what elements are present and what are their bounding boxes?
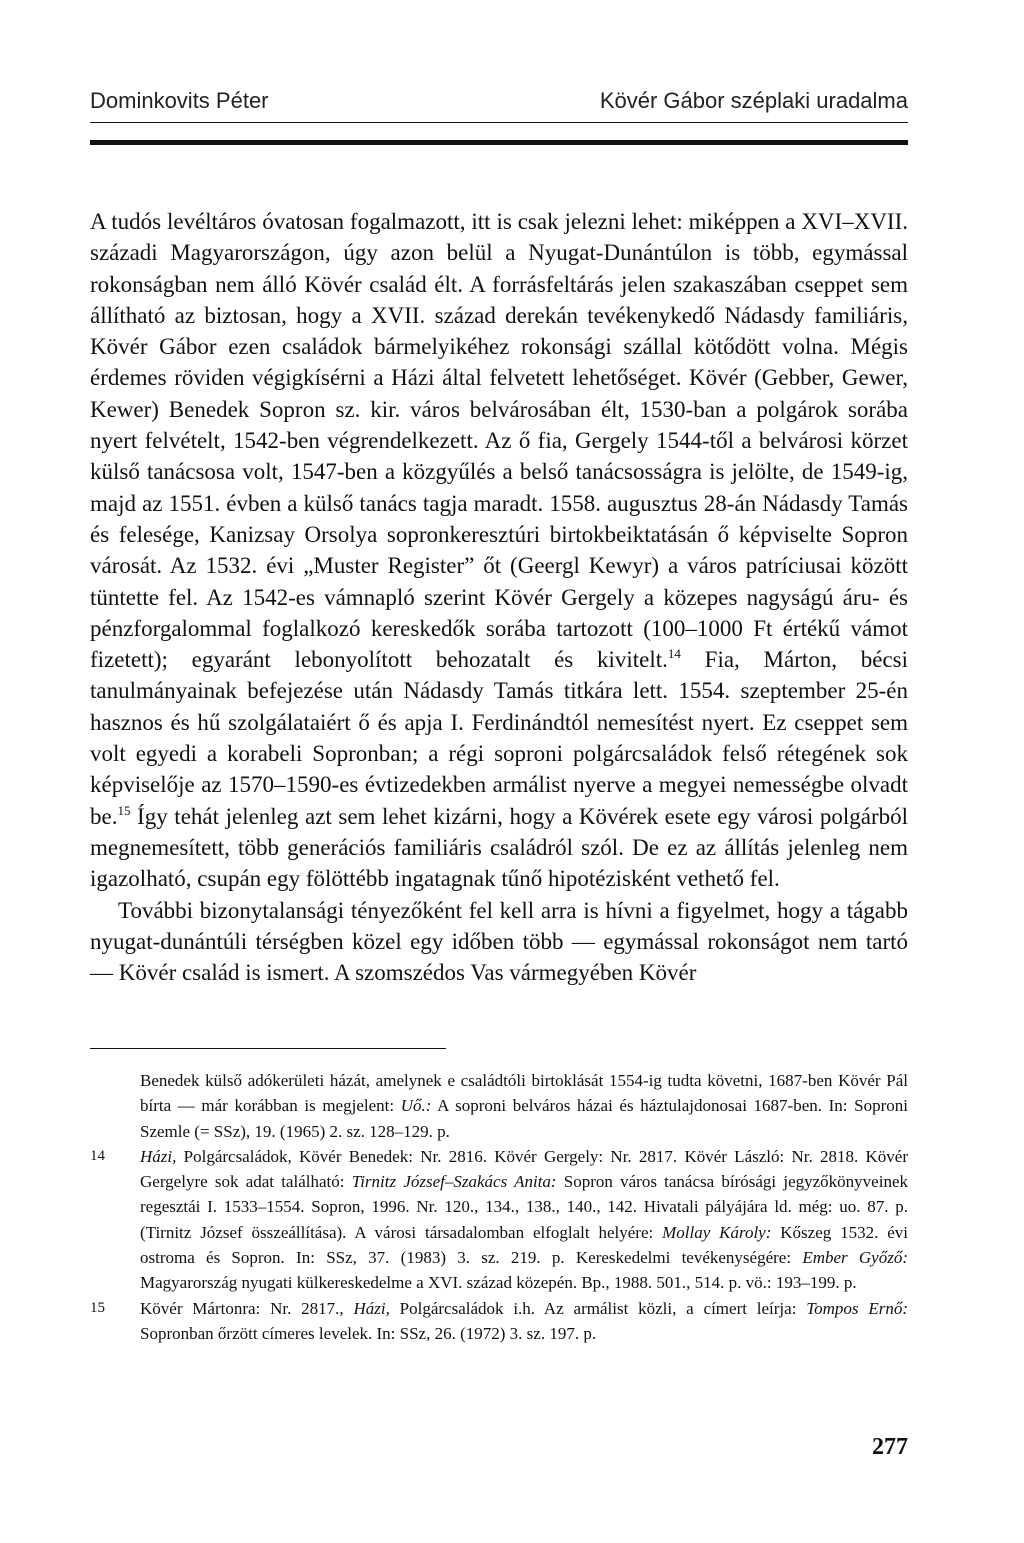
footnotes [90,1068,908,1346]
footnote-author: Ember Győző: [802,1248,908,1268]
footnote-ref-14: 14 [667,646,681,662]
header-title: Kövér Gábor széplaki uradalma [599,88,908,113]
footnote-separator [90,1048,446,1049]
footnote-text: Kőszeg 1532. évi ostroma és Sopron. In: SSz, 37. (1983) 3. sz. 219. p. Kereskedelmi tevékenységére: [140,1222,908,1268]
paragraph-1 [90,206,908,895]
footnote-author: Tirnitz József–Szakács Anita: [351,1172,557,1192]
footnote-text: Sopron város tanácsa bírósági jegyzőkönyveinek regesztái I. 1533–1554. Sopron, 1996. Nr. 120., 134., 138., 140., 142. Hivatali pályájára ld. még: uo. 87. p. (Tirnitz József összeállítása). A városi társadalomban elfoglalt helyére: [140,1172,908,1242]
footnote-text: Magyarország nyugati külkereskedelme a XVI. század közepén. Bp., 1988. 501., 514. p. vö.: 193–199. p. [140,1273,857,1293]
footnote-text: Kövér Mártonra: Nr. 2817., [140,1298,354,1318]
running-header [90,88,908,120]
footnote-text: Polgárcsaládok, Kövér Benedek: Nr. 2816. Kövér Gergely: Nr. 2817. Kövér László: Nr. 2818. Kövér Gergelyre sok adat található: [140,1146,908,1192]
footnote-15 [90,1296,908,1347]
footnote-author: Uő.: [400,1096,432,1116]
footnote-author: Tompos Ernő: [806,1298,908,1318]
footnote-number: 15 [90,1299,105,1316]
header-rule-thick [90,140,908,145]
paragraph-1-text-b: Fia, Márton, bécsi tanulmányainak befejezése után Nádasdy Tamás titkára lett. 1554. szeptember 25-én hasznos és hű szolgálataiért ő és apja I. Ferdinándtól nemesítést nyert. Ez cseppet sem volt egyedi a korabeli Sopronban; a régi soproni polgárcsaládok felső rétegének sok képviselője az 1570–1590-es évtizedekben armálist nyerve a megyei nemességbe olvadt be. [90,647,908,829]
header-author: Dominkovits Péter [90,88,269,113]
paragraph-1-text-a: A tudós levéltáros óvatosan fogalmazott, itt is csak jelezni lehet: miképpen a XVI–XVII. századi Magyarországon, úgy azon belül a Nyugat-Dunántúlon is több, egymással rokonságban nem álló Kövér család élt. A forrásfeltárás jelen szakaszában cseppet sem állítható az biztosan, hogy a XVII. század derekán tevékenykedő Nádasdy familiáris, Kövér Gábor ezen családok bármelyikéhez rokonsági szállal kötődött volna. Mégis érdemes röviden végigkísérni a Házi által felvetett lehetőséget. Kövér (Gebber, Gewer, Kewer) Benedek Sopron sz. kir. város belvárosában élt, 1530-ban a polgárok sorába nyert felvételt, 1542-ben végrendelkezett. Az ő fia, Gergely 1544-től a belvárosi körzet külső tanácsosa volt, 1547-ben a közgyűlés a belső tanácsosságra is jelölte, de 1549-ig, majd az 1551. évben a külső tanács tagja maradt. 1558. augusztus 28-án Nádasdy Tamás és felesége, Kanizsay Orsolya sopronkeresztúri birtokbeiktatásán ő képviselte Sopron városát. Az 1532. évi „Muster Register” őt (Geergl Kewyr) a város patríciusai között tüntette fel. Az 1542-es vámnapló szerint Kövér Gergely a közepes nagyságú áru- és pénzforgalommal foglalkozó kereskedők sorába tartozott (100–1000 Ft értékű vámot fizetett); egyaránt lebonyolított behozatalt és kivitelt. [90,209,908,673]
paragraph-1-text-c: Így tehát jelenleg azt sem lehet kizárni, hogy a Kövérek esete egy városi polgárból megnemesített, több generációs familiáris családról szól. De ez az állítás jelenleg nem igazolható, csupán egy fölöttébb ingatagnak tűnő hipotézisként vethető fel. [90,803,908,892]
paragraph-2: További bizonytalansági tényezőként fel kell arra is hívni a figyelmet, hogy a tágabb nyugat-dunántúli térségben közel egy időben több — egymással rokonságot nem tartó — Kövér család is ismert. A szomszédos Vas vármegyében Kövér [90,897,908,986]
footnote-continued [90,1068,908,1144]
footnote-number: 14 [90,1147,105,1164]
footnote-author: Házi, [353,1298,390,1318]
footnote-author: Házi, [140,1146,177,1166]
main-text [90,206,908,988]
footnote-author: Mollay Károly: [662,1222,772,1242]
footnote-text: Benedek külső adókerületi házát, amelynek e családtóli birtoklását 1554-ig tudta követni, 1687-ben Kövér Pál bírta — már korábban is megjelent: [140,1071,908,1116]
page-number: 277 [872,1434,908,1460]
header-rule-thin [90,122,908,123]
footnote-ref-15: 15 [117,802,131,818]
footnote-text: Polgárcsaládok i.h. Az armálist közli, a címert leírja: [389,1298,807,1318]
footnote-14 [90,1144,908,1296]
footnote-text: A soproni belváros házai és háztulajdonosai 1687-ben. In: Soproni Szemle (= SSz), 19. (1965) 2. sz. 128–129. p. [140,1096,908,1141]
footnote-text: Sopronban őrzött címeres levelek. In: SSz, 26. (1972) 3. sz. 197. p. [140,1323,597,1343]
